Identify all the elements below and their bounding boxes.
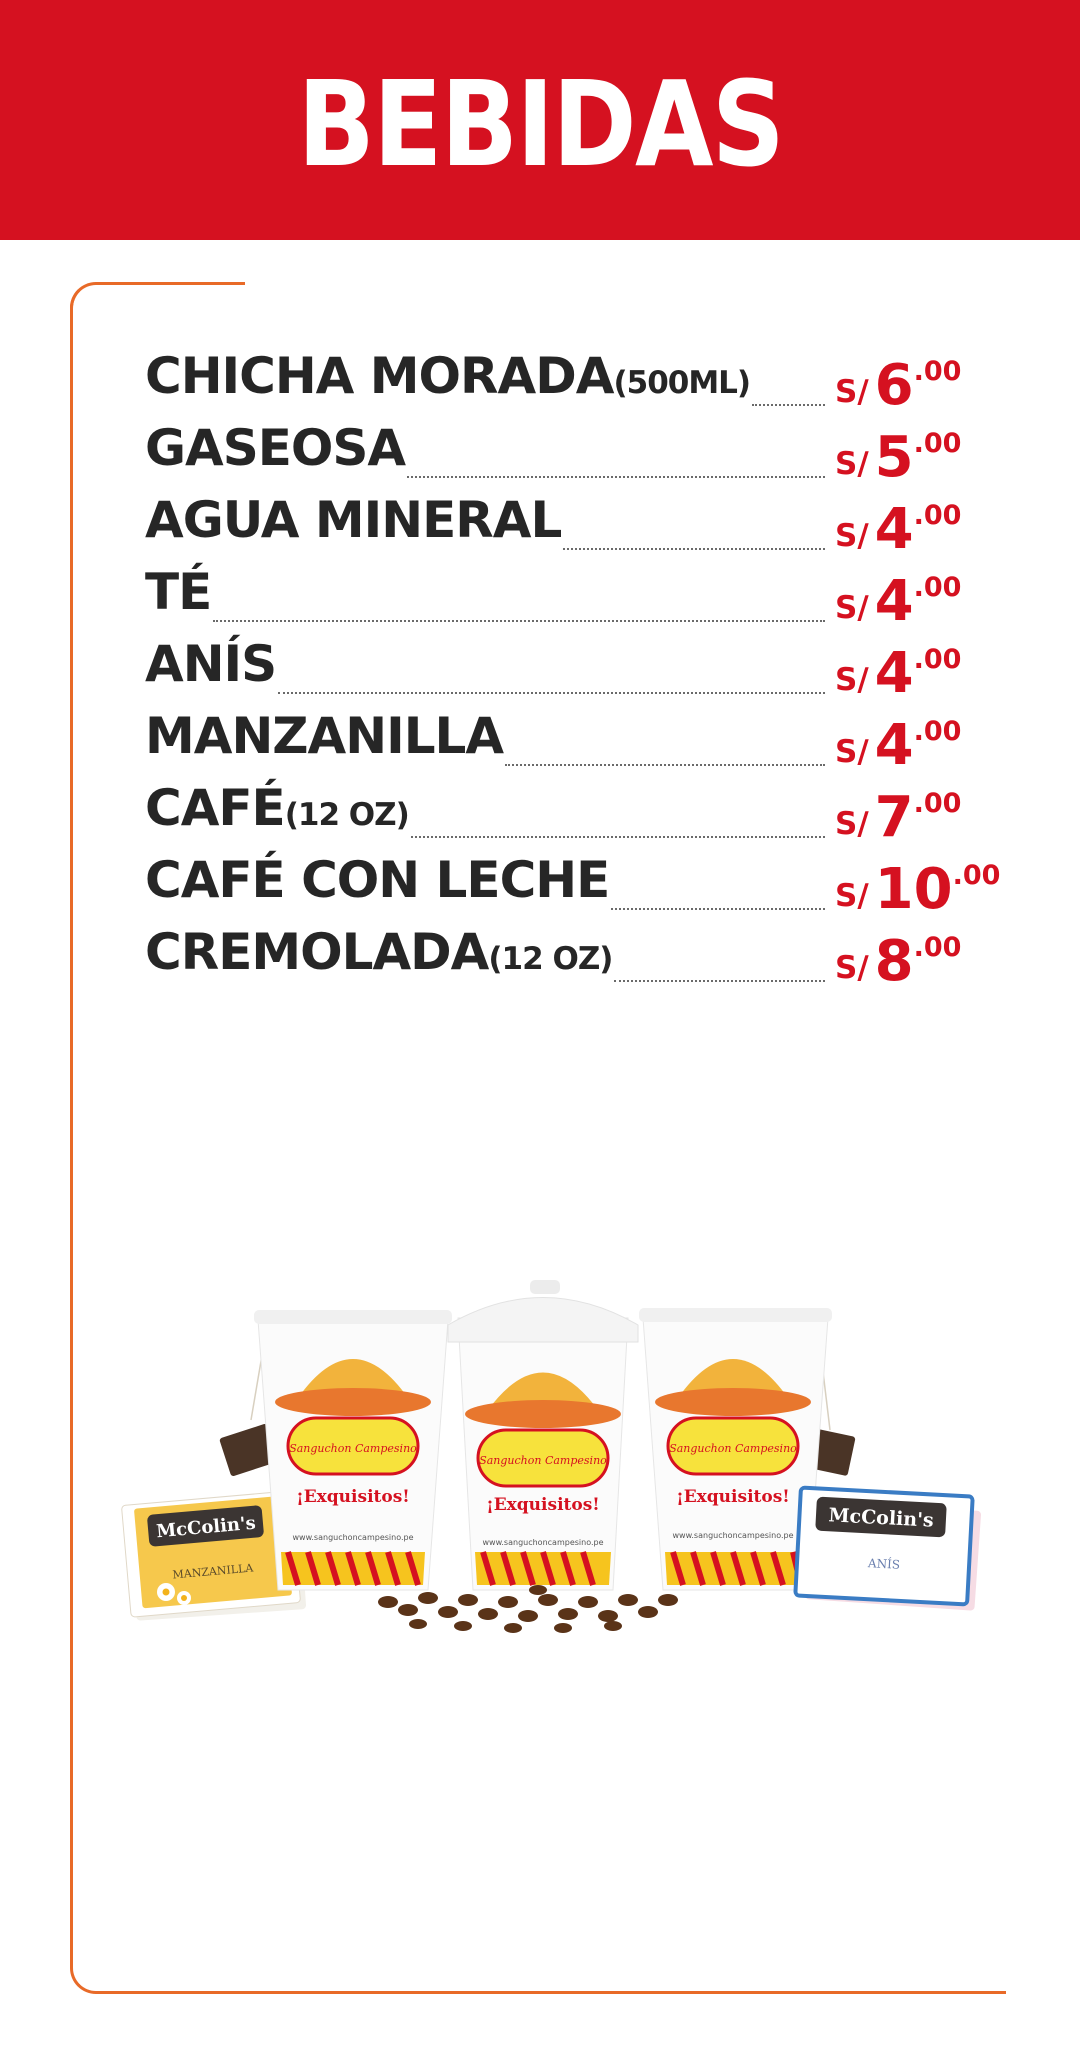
- menu-item-name: MANZANILLA: [145, 707, 504, 765]
- menu-item-price: S/ 4 .00: [835, 713, 962, 778]
- svg-text:¡Exquisitos!: ¡Exquisitos!: [486, 1495, 600, 1515]
- menu-item-name: CREMOLADA(12 OZ): [145, 923, 613, 981]
- drinks-photo: [118, 1280, 998, 1640]
- menu-item-name: CAFÉ(12 OZ): [145, 779, 409, 837]
- tea-label-left: MANZANILLA: [172, 1561, 254, 1582]
- menu-item-name: TÉ: [145, 563, 212, 621]
- cup-slogan: ¡Exquisitos!: [296, 1487, 410, 1507]
- menu-item: [145, 916, 975, 994]
- dotted-leader: [752, 404, 825, 406]
- menu-item-price: S/ 7 .00: [835, 785, 962, 850]
- drinks-menu-list: [145, 340, 1001, 994]
- menu-item: [145, 844, 1001, 922]
- menu-item-price: S/ 4 .00: [835, 569, 962, 634]
- menu-item-name: AGUA MINERAL: [145, 491, 562, 549]
- menu-item: [145, 772, 975, 850]
- svg-text:www.sanguchoncampesino.pe: www.sanguchoncampesino.pe: [672, 1531, 794, 1540]
- cup-left: [254, 1310, 452, 1590]
- menu-item-price: S/ 10 .00: [835, 857, 1001, 922]
- dotted-leader: [563, 548, 825, 550]
- dotted-leader: [213, 620, 825, 622]
- coffee-beans: [378, 1585, 678, 1633]
- menu-item: [145, 700, 975, 778]
- menu-item-price: S/ 6 .00: [835, 353, 962, 418]
- cup-brand: Sanguchon Campesino: [289, 1442, 417, 1455]
- menu-item-price: S/ 4 .00: [835, 497, 962, 562]
- svg-text:Sanguchon Campesino: Sanguchon Campesino: [669, 1442, 797, 1455]
- menu-frame-corner: [70, 282, 245, 308]
- dotted-leader: [411, 836, 825, 838]
- dotted-leader: [614, 980, 825, 982]
- tea-brand-left: McColin's: [155, 1512, 257, 1543]
- menu-item: [145, 340, 975, 418]
- menu-item-price: S/ 8 .00: [835, 929, 962, 994]
- menu-item-name: CAFÉ CON LECHE: [145, 851, 610, 909]
- menu-item-price: S/ 4 .00: [835, 641, 962, 706]
- menu-item: [145, 484, 975, 562]
- header-banner: [0, 0, 1080, 240]
- dotted-leader: [407, 476, 825, 478]
- dotted-leader: [611, 908, 825, 910]
- page-title: BEBIDAS: [297, 55, 783, 193]
- svg-text:Sanguchon Campesino: Sanguchon Campesino: [479, 1454, 607, 1467]
- menu-item-name: ANÍS: [145, 635, 277, 693]
- menu-item-note: (12 OZ): [284, 797, 409, 833]
- menu-item: [145, 628, 975, 706]
- cup-center: [448, 1280, 638, 1590]
- svg-text:¡Exquisitos!: ¡Exquisitos!: [676, 1487, 790, 1507]
- tea-label-right: ANÍS: [867, 1556, 901, 1572]
- menu-item-price: S/ 5 .00: [835, 425, 962, 490]
- svg-text:www.sanguchoncampesino.pe: www.sanguchoncampesino.pe: [482, 1538, 604, 1547]
- menu-item: [145, 556, 975, 634]
- menu-item-note: (500ML): [613, 365, 751, 401]
- dotted-leader: [505, 764, 825, 766]
- menu-item-name: CHICHA MORADA(500ML): [145, 347, 751, 405]
- cup-url: www.sanguchoncampesino.pe: [292, 1533, 414, 1542]
- tea-box-anis: [795, 1488, 981, 1611]
- menu-item-name: GASEOSA: [145, 419, 406, 477]
- menu-item-note: (12 OZ): [488, 941, 613, 977]
- tea-brand-right: McColin's: [828, 1504, 935, 1532]
- dotted-leader: [278, 692, 825, 694]
- menu-item: [145, 412, 975, 490]
